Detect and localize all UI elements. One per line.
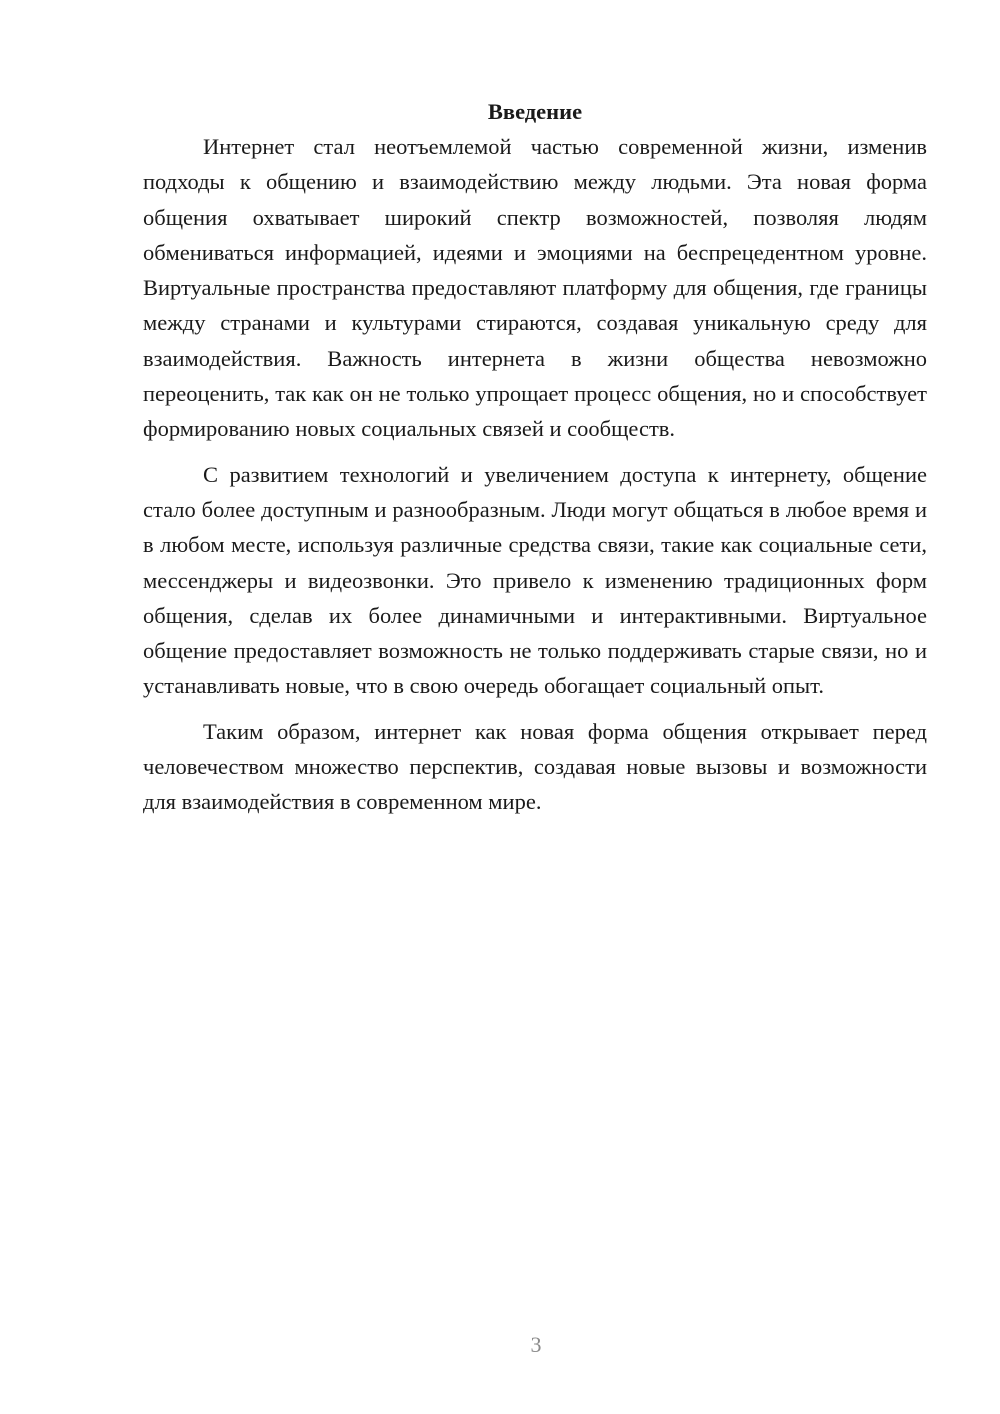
- paragraph-2: С развитием технологий и увеличением доступа к интернету, общение стало более доступным и разнообразным. Люди могут общаться в любое время и в любом месте, используя различные средства связи, такие как социальные сети, мессенджеры и видеозвонки. Это привело к изменению традиционных форм общения, сделав их более динамичными и интерактивными. Виртуальное общение предоставляет возможность не только поддерживать старые связи, но и устанавливать новые, что в свою очередь обогащает социальный опыт.: [143, 461, 927, 699]
- document-body: [143, 94, 927, 830]
- section-title: Введение: [487, 99, 583, 124]
- paragraph-3: Таким образом, интернет как новая форма общения открывает перед человечеством множество перспектив, создавая новые вызовы и возможности для взаимодействия в современном мире.: [143, 718, 927, 815]
- paragraph-1: Интернет стал неотъемлемой частью современной жизни, изменив подходы к общению и взаимодействию между людьми. Эта новая форма общения охватывает широкий спектр возможностей, позволяя людям обмениваться информацией, идеями и эмоциями на беспрецедентном уровне. Виртуальные пространства предоставляют платформу для общения, где границы между странами и культурами стираются, создавая уникальную среду для взаимодействия. Важность интернета в жизни общества невозможно переоценить, так как он не только упрощает процесс общения, но и способствует формированию новых социальных связей и сообществ.: [143, 134, 927, 442]
- page-number: 3: [530, 1332, 542, 1357]
